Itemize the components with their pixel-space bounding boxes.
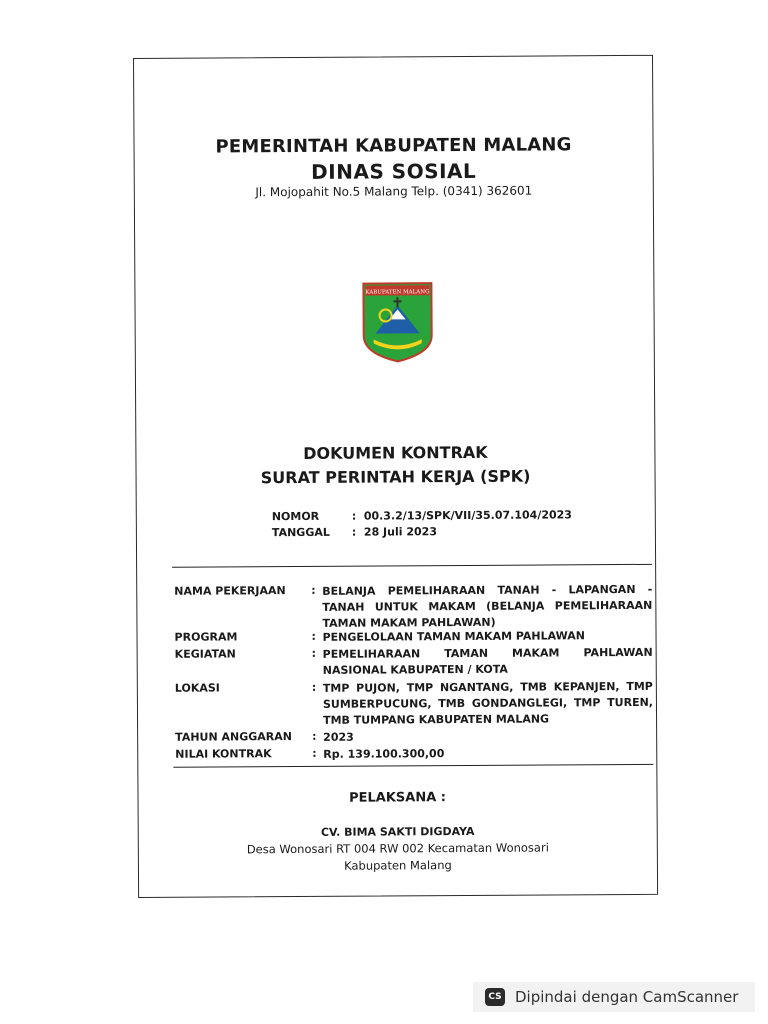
detail-label: PROGRAM <box>174 630 238 644</box>
pelaksana-heading: PELAKSANA : <box>349 790 447 806</box>
detail-separator: : <box>311 646 317 660</box>
meta-label: TANGGAL <box>271 525 330 540</box>
detail-row-nama-pekerjaan <box>174 582 653 630</box>
detail-value: BELANJA PEMELIHARAAN TANAH - LAPANGAN - TANAH UNTUK MAKAM (BELANJA PEMELIHARAAN TAMAN MAKAM PAHLAWAN) <box>322 582 653 630</box>
top-rule <box>172 564 652 568</box>
government-heading: PEMERINTAH KABUPATEN MALANG <box>215 134 572 158</box>
detail-value: 2023 <box>323 730 354 744</box>
bottom-rule <box>173 764 653 768</box>
detail-value: PENGELOLAAN TAMAN MAKAM PAHLAWAN <box>322 629 586 644</box>
camscanner-logo-icon: CS <box>485 988 505 1006</box>
department-heading: DINAS SOSIAL <box>311 158 477 184</box>
detail-separator: : <box>311 629 316 643</box>
contract-details <box>174 582 653 761</box>
detail-value: Rp. 139.100.300,00 <box>323 747 445 761</box>
meta-tanggal <box>272 525 437 539</box>
emblem-text: KABUPATEN MALANG <box>365 289 430 296</box>
camscanner-watermark <box>473 982 755 1012</box>
detail-value: TMP PUJON, TMP NGANTANG, TMB KEPANJEN, TMP SUMBERPUCUNG, TMB GONDANGLEGI, TMP TUREN, TMB TUMPANG KABUPATEN MALANG <box>322 679 653 727</box>
detail-label: TAHUN ANGGARAN <box>175 730 293 744</box>
meta-nomor <box>272 508 572 523</box>
contractor-name: CV. BIMA SAKTI DIGDAYA <box>320 824 475 839</box>
document-subtitle: SURAT PERINTAH KERJA (SPK) <box>260 466 531 488</box>
detail-separator: : <box>311 583 316 597</box>
detail-label: LOKASI <box>174 681 220 695</box>
contractor-address-line1: Desa Wonosari RT 004 RW 002 Kecamatan Wonosari <box>246 840 549 857</box>
contractor-address-line2: Kabupaten Malang <box>344 858 452 873</box>
meta-separator: : <box>351 525 357 539</box>
contract-document-page <box>133 55 658 898</box>
kabupaten-malang-emblem-icon <box>361 279 434 363</box>
meta-separator: : <box>351 509 357 523</box>
department-address: Jl. Mojopahit No.5 Malang Telp. (0341) 362601 <box>255 183 533 200</box>
document-title: DOKUMEN KONTRAK <box>303 442 488 463</box>
detail-separator: : <box>312 729 317 743</box>
detail-row-lokasi <box>174 679 653 727</box>
detail-label: NILAI KONTRAK <box>175 747 272 761</box>
detail-label: NAMA PEKERJAAN <box>174 584 286 598</box>
detail-label: KEGIATAN <box>174 647 236 661</box>
detail-separator: : <box>311 680 317 694</box>
meta-value: 00.3.2/13/SPK/VII/35.07.104/2023 <box>363 508 572 523</box>
detail-separator: : <box>312 746 317 760</box>
meta-label: NOMOR <box>271 509 320 524</box>
meta-value: 28 Juli 2023 <box>363 525 437 539</box>
detail-value: PEMELIHARAAN TAMAN MAKAM PAHLAWAN NASIONAL KABUPATEN / KOTA <box>322 645 653 677</box>
camscanner-text: Dipindai dengan CamScanner <box>515 988 739 1006</box>
